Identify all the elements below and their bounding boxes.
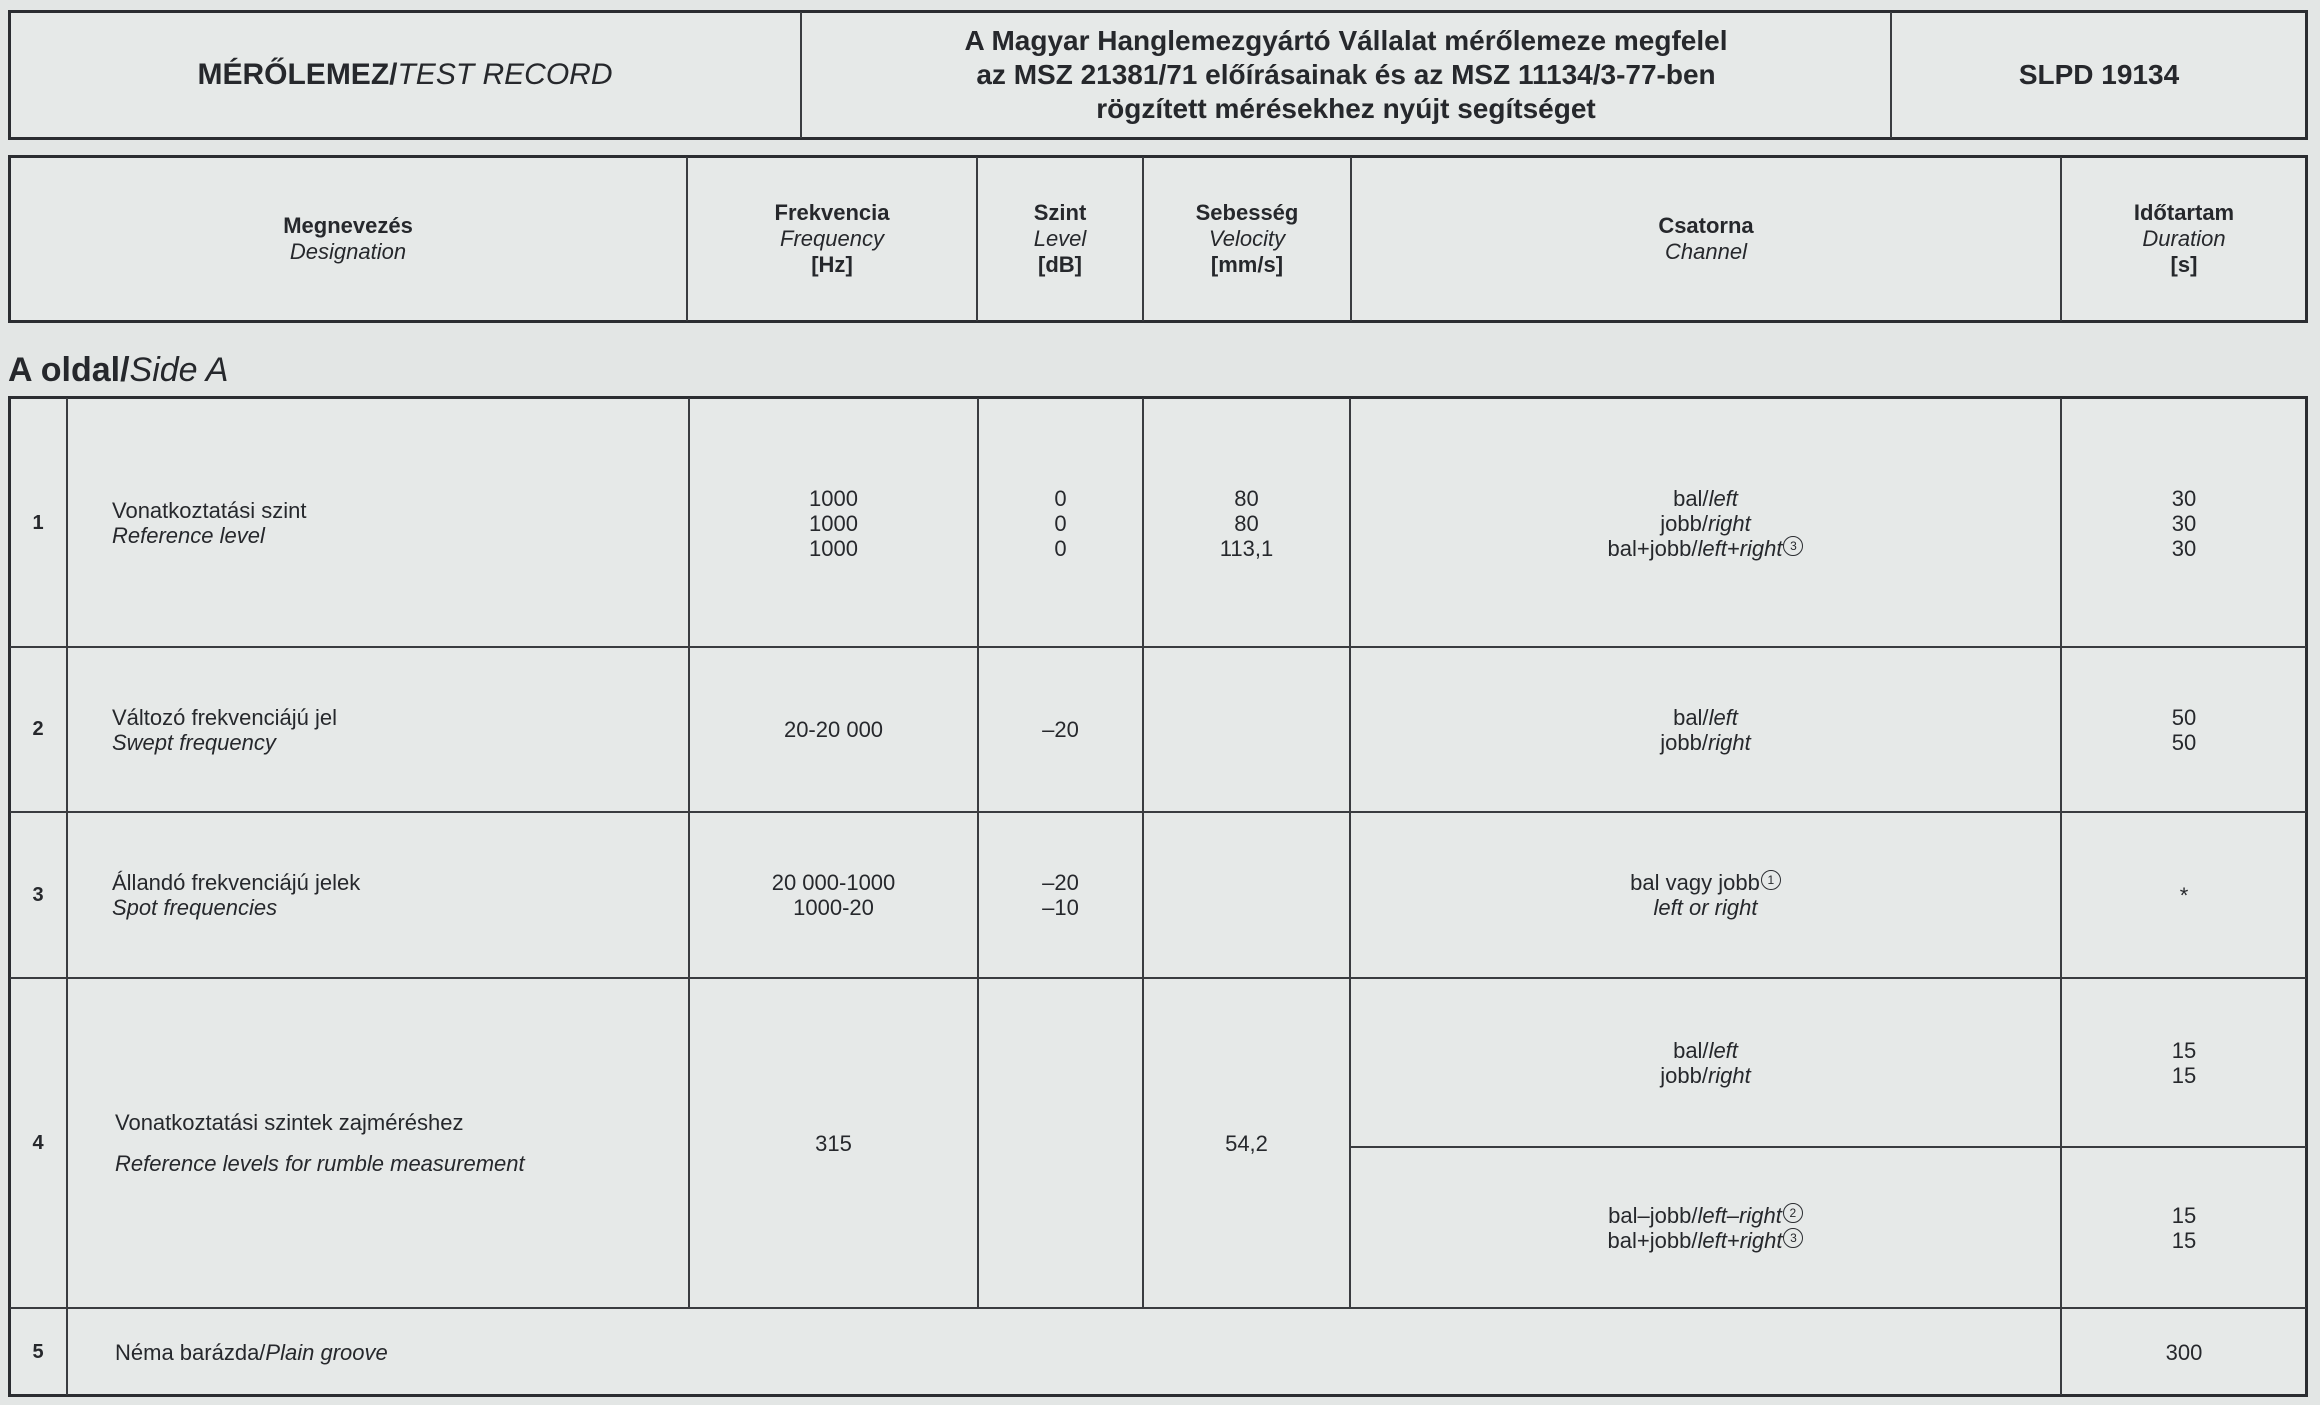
header-level-en: Level [1033, 226, 1087, 251]
header-level [978, 157, 1142, 321]
header-designation-en: Designation [289, 239, 407, 264]
row-4a-channel-1-hu: bal/ [1673, 1037, 1709, 1063]
row-1-channel-2-en: right [1707, 510, 1751, 536]
table-row-5-duration [2062, 1309, 2306, 1395]
col-line-num [66, 398, 68, 1395]
row-1-channel-3-en: left+right [1697, 535, 1783, 561]
footnote-marker: 3 [1783, 1228, 1803, 1248]
row-1-designation-en: Reference level [112, 523, 265, 548]
table-row-2-level [979, 648, 1142, 811]
row-4a-channel-1-en: left [1708, 1037, 1738, 1063]
row-4b-duration-1: 15 [2171, 1202, 2197, 1228]
footnote-marker: 1 [1761, 870, 1781, 890]
row-3-level-2: –10 [1042, 895, 1079, 920]
row-2-channel-1-hu: bal/ [1673, 704, 1709, 730]
table-row-1-velocity [1144, 400, 1349, 646]
row-4-velocity-1: 54,2 [1225, 1130, 1268, 1156]
table-row-1-designation [112, 400, 682, 646]
row-1-freq-2: 1000 [809, 510, 858, 536]
header-duration-unit: s [2177, 252, 2191, 277]
table-row-1-duration [2062, 400, 2306, 646]
record-title [10, 12, 800, 138]
row-3-duration-1: * [2179, 882, 2189, 908]
header-frequency-unit: Hz [818, 252, 846, 277]
header-frequency-en: Frequency [780, 226, 884, 251]
row-1-designation-hu: Vonatkoztatási szint [112, 498, 307, 523]
table-row-2-channel [1351, 648, 2060, 811]
description-line-3: rögzített mérésekhez nyújt segítséget [1096, 93, 1596, 124]
row-1-channel-3-hu: bal+jobb/ [1607, 535, 1698, 561]
row-4a-channel-2-hu: jobb/ [1660, 1062, 1708, 1088]
table-row-3-frequency [690, 813, 977, 977]
row-4b-channel-1-en: left–right [1697, 1202, 1782, 1228]
header-duration-bracket-close: ] [2190, 252, 2198, 277]
row-3-freq-2: 1000-20 [793, 895, 874, 920]
record-code [1892, 12, 2306, 138]
header-level-bracket-open: [ [1038, 252, 1046, 277]
header-velocity-hu: Sebesség [1195, 200, 1299, 225]
table-row-4-frequency [690, 979, 977, 1307]
table-row-2-designation [112, 648, 682, 811]
row-1-duration-2: 30 [2171, 510, 2197, 536]
header-frequency-bracket-open: [ [811, 252, 819, 277]
row-4-designation-en: Reference levels for rumble measurement [115, 1151, 525, 1176]
row-2-freq-1: 20-20 000 [783, 717, 884, 742]
table-row-4-designation [115, 979, 682, 1307]
row-1-channel-1-en: left [1708, 485, 1738, 511]
table-row-3-duration [2062, 813, 2306, 977]
row-2-duration-2: 50 [2171, 729, 2197, 755]
row-2-duration-1: 50 [2171, 704, 2197, 730]
row-1-velocity-1: 80 [1234, 485, 1259, 511]
header-frequency-bracket-close: ] [845, 252, 853, 277]
side-label-hu: A oldal/ [8, 351, 130, 389]
record-title-hu: MÉRŐLEMEZ/ [197, 58, 398, 91]
table-row-3-designation [112, 813, 682, 977]
table-row-1-channel [1351, 400, 2060, 646]
footnote-marker: 2 [1783, 1203, 1803, 1223]
header-velocity [1144, 157, 1350, 321]
row-1-duration-3: 30 [2171, 535, 2197, 561]
record-title-en: TEST RECORD [397, 58, 613, 91]
header-level-unit: dB [1045, 252, 1075, 277]
row-2-channel-2-hu: jobb/ [1660, 729, 1708, 755]
row-1-channel-1-hu: bal/ [1673, 485, 1709, 511]
table-row-1-frequency [690, 400, 977, 646]
header-duration-bracket-open: [ [2170, 252, 2178, 277]
row-2-designation-hu: Változó frekvenciájú jel [112, 704, 338, 730]
row-3-channel-en: left or right [1653, 895, 1758, 920]
record-description [802, 12, 1890, 138]
header-velocity-bracket-open: [ [1210, 252, 1219, 277]
header-duration-en: Duration [2142, 226, 2226, 251]
table-row-3-channel [1351, 813, 2060, 977]
row-4a-duration-2: 15 [2171, 1062, 2197, 1088]
table-row-2-number: 2 [32, 718, 44, 740]
row-4-freq-1: 315 [815, 1130, 852, 1156]
table-row-4-velocity [1144, 979, 1349, 1307]
table-row-4-duration-b [2062, 1148, 2306, 1307]
row-1-velocity-3: 113,1 [1219, 535, 1274, 561]
row-2-channel-1-en: left [1708, 704, 1738, 730]
row-3-channel-hu: bal vagy jobb [1630, 870, 1760, 895]
row-2-designation-en: Swept frequency [112, 729, 276, 755]
row-1-channel-2-hu: jobb/ [1660, 510, 1708, 536]
table-row-5-number: 5 [32, 1340, 44, 1363]
table-row-5-designation [115, 1309, 1015, 1395]
row-4-designation-hu: Vonatkoztatási szintek zajméréshez [115, 1110, 464, 1135]
row-1-level-3: 0 [1054, 535, 1067, 561]
side-label-en: Side A [129, 351, 229, 389]
row-4a-duration-1: 15 [2171, 1037, 2197, 1063]
row-4b-channel-2-hu: bal+jobb/ [1607, 1227, 1698, 1253]
row-1-level-2: 0 [1054, 510, 1067, 536]
row-3-level-1: –20 [1042, 870, 1079, 895]
table-row-4-channel-a [1351, 979, 2060, 1146]
header-designation-hu: Megnevezés [283, 213, 413, 238]
header-duration-hu: Időtartam [2133, 200, 2235, 225]
row-1-velocity-2: 80 [1234, 510, 1259, 536]
row-4b-channel-2-en: left+right [1697, 1227, 1783, 1253]
header-velocity-unit: mm/s [1218, 252, 1276, 277]
header-velocity-en: Velocity [1208, 226, 1286, 251]
row-1-level-1: 0 [1054, 485, 1067, 511]
row-1-duration-1: 30 [2171, 485, 2197, 511]
header-velocity-bracket-close: ] [1275, 252, 1284, 277]
description-line-2: az MSZ 21381/71 előírásainak és az MSZ 11134/3-77-ben [976, 59, 1716, 90]
row-2-level-1: –20 [1042, 717, 1079, 742]
footnote-marker: 3 [1783, 536, 1803, 556]
table-row-4-duration-a [2062, 979, 2306, 1146]
table-row-1-number: 1 [32, 511, 44, 534]
header-frequency [688, 157, 976, 321]
header-level-hu: Szint [1033, 200, 1087, 225]
header-level-bracket-close: ] [1074, 252, 1082, 277]
record-code-text: SLPD 19134 [2018, 59, 2180, 90]
row-4b-duration-2: 15 [2171, 1227, 2197, 1253]
row-4b-channel-1-hu: bal–jobb/ [1608, 1202, 1698, 1228]
row-5-duration-1: 300 [2165, 1339, 2203, 1365]
row-1-freq-3: 1000 [809, 535, 858, 561]
row-3-freq-1: 20 000-1000 [771, 870, 896, 895]
header-channel-en: Channel [1665, 239, 1747, 264]
table-row-3-level [979, 813, 1142, 977]
side-label [8, 350, 228, 390]
row-2-channel-2-en: right [1707, 729, 1751, 755]
row-5-designation-en: Plain groove [265, 1339, 388, 1365]
header-channel [1352, 157, 2060, 321]
header-channel-hu: Csatorna [1658, 213, 1754, 238]
description-line-1: A Magyar Hanglemezgyártó Vállalat mérőlemeze megfelel [964, 25, 1728, 56]
table-row-3-number: 3 [32, 883, 44, 906]
table-row-2-frequency [690, 648, 977, 811]
row-3-designation-hu: Állandó frekvenciájú jelek [112, 870, 361, 895]
header-duration [2062, 157, 2306, 321]
row-4a-channel-2-en: right [1707, 1062, 1751, 1088]
row-3-designation-en: Spot frequencies [112, 895, 278, 920]
row-1-freq-1: 1000 [809, 485, 858, 511]
table-row-1-level [979, 400, 1142, 646]
header-designation [10, 157, 686, 321]
table-row-2-duration [2062, 648, 2306, 811]
table-row-4-channel-b [1351, 1148, 2060, 1307]
header-frequency-hu: Frekvencia [774, 200, 890, 225]
row-5-designation-hu: Néma barázda/ [115, 1339, 266, 1365]
table-row-4-number: 4 [32, 1131, 44, 1154]
